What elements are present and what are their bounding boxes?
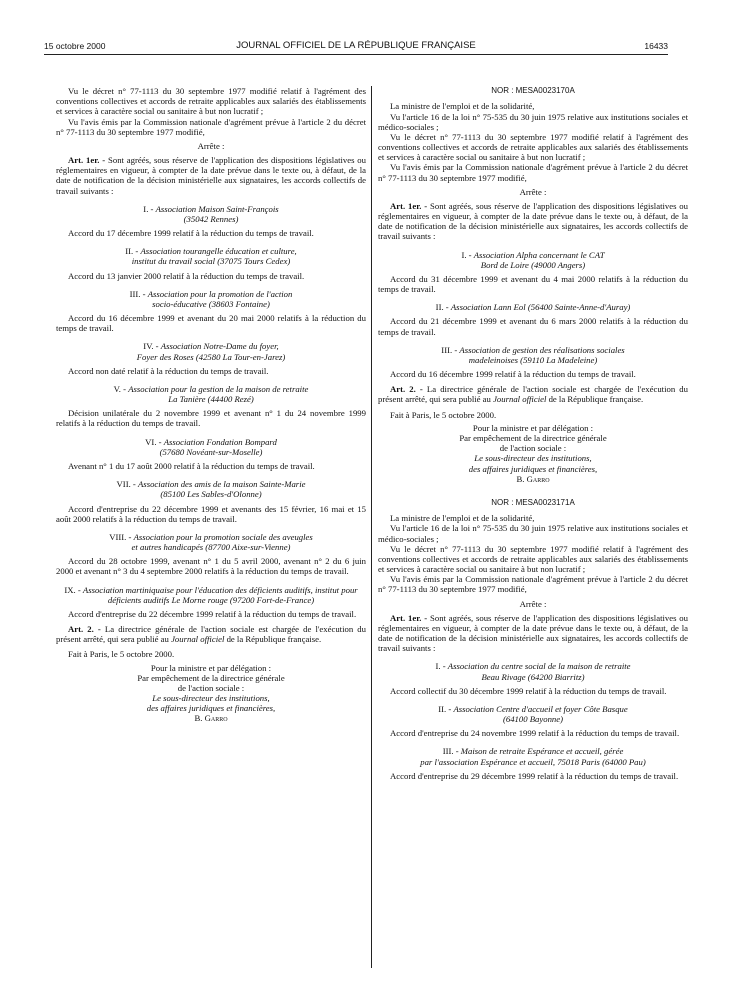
item-text: Accord du 16 décembre 1999 relatif à la réduction du temps de travail.: [390, 369, 636, 380]
article-2-text: La directrice générale de l'action sociale est chargée de l'exécution du présent arrêté, qui sera publié au: [378, 384, 688, 405]
intro-paragraph: La ministre de l'emploi et de la solidarité,: [390, 101, 535, 112]
intro-paragraph: Vu l'article 16 de la loi n° 75-535 du 30 juin 1975 relative aux institutions sociales et médico-sociales ;: [378, 111, 688, 132]
article-1-text: Sont agréés, sous réserve de l'application des dispositions législatives ou réglementaires en vigueur, à compter de la date prévue dans le texte ou, à défaut, de la date de notification de la décision ministérielle aux signataires, les accords collectifs de travail suivants :: [378, 612, 688, 654]
item-text: Accord non daté relatif à la réduction du temps de travail.: [68, 365, 269, 376]
article-1-label: Art. 1er. -: [390, 612, 428, 623]
item-heading: [56, 289, 366, 309]
header-date: 15 octobre 2000: [44, 41, 106, 51]
item-heading: [56, 437, 366, 457]
item-title: Association pour la gestion de la maison de retraite: [128, 383, 309, 394]
item-title: (85100 Les Sables-d'Olonne): [160, 489, 262, 500]
item-number: I. -: [435, 661, 448, 672]
signature-line: Par empêchement de la directrice générale: [137, 672, 285, 683]
item-number: IX. -: [64, 584, 83, 595]
item-text: Accord du 31 décembre 1999 et avenant du 4 mai 2000 relatifs à la réduction du temps de travail.: [378, 273, 688, 295]
arrete: Arrête :: [519, 598, 547, 609]
item-title: Maison de retraite Espérance et accueil, gérée: [460, 746, 624, 757]
item-number: III. -: [441, 344, 460, 355]
item-title: (57680 Novéant-sur-Moselle): [159, 446, 263, 457]
item-text: Accord du 16 décembre 1999 et avenant du 20 mai 2000 relatifs à la réduction du temps de travail.: [56, 313, 366, 334]
column-divider: [371, 86, 372, 968]
item-title: Bord de Loire (49000 Angers): [480, 259, 586, 270]
signatory-name: B. Garro: [194, 713, 228, 724]
intro-paragraph: Vu l'avis émis par la Commission nationale d'agrément prévue à l'article 2 du décret n° 77-1113 du 30 septembre 1977 modifié,: [378, 162, 688, 183]
signature-line: Par empêchement de la directrice générale: [459, 433, 607, 443]
article-2-text: de la République française.: [546, 394, 644, 405]
item-title: Association pour la promotion de l'action: [147, 288, 293, 299]
intro-paragraph: Vu le décret n° 77-1113 du 30 septembre 1977 modifié relatif à l'agrément des conventions collectives et accords de retraite applicables aux salariés des établissements et services à caractère social ou sanitaire à but non lucratif ;: [378, 543, 688, 575]
intro-paragraph: Vu le décret n° 77-1113 du 30 septembre 1977 modifié relatif à l'agrément des conventions collectives et accords de retraite applicables aux salariés des établissements et services à caractère social ou sanitaire à but non lucratif ;: [378, 131, 688, 163]
right-column: [378, 86, 688, 781]
journal-officiel: Journal officiel: [493, 394, 547, 405]
item-heading: [56, 532, 366, 552]
item-text: Accord d'entreprise du 22 décembre 1999 et avenants des 15 février, 16 mai et 15 août 2000 relatifs à la réduction du temps de travail.: [56, 503, 366, 524]
nor-reference: NOR : MESA0023171A: [491, 497, 575, 507]
item-title: Association tourangelle éducation et culture,: [140, 246, 297, 257]
item-heading: [56, 204, 366, 224]
item-title: par l'association Espérance et accueil, 75018 Paris (64000 Pau): [420, 756, 646, 767]
signature-line: Le sous-directeur des institutions,: [152, 693, 270, 704]
intro-paragraph: La ministre de l'emploi et de la solidarité,: [390, 513, 535, 524]
article-1: [378, 201, 688, 242]
decree-section: [378, 498, 688, 781]
item-title: Association Maison Saint-François: [155, 203, 279, 214]
item-number: III. -: [442, 746, 461, 757]
intro-paragraph: Vu l'avis émis par la Commission nationale d'agrément prévue à l'article 2 du décret n° 77-1113 du 30 septembre 1977 modifié,: [378, 574, 688, 595]
item-number: II. -: [435, 302, 451, 313]
item-title: (64100 Bayonne): [502, 714, 564, 725]
item-number: I. -: [461, 249, 474, 260]
item-title: et autres handicapés (87700 Aixe-sur-Vienne): [131, 542, 291, 553]
item-title: madeleinoises (59110 La Madeleine): [468, 354, 598, 365]
signature-line: Le sous-directeur des institutions,: [474, 453, 592, 464]
vu-paragraph: Vu le décret n° 77-1113 du 30 septembre 1977 modifié relatif à l'agrément des conventions collectives et accords de retraite applicables aux salariés des établissements et services à caractère social ou sanitaire à but non lucratif ;: [56, 86, 366, 117]
article-1-text: Sont agréés, sous réserve de l'application des dispositions législatives ou réglementaires en vigueur, à compter de la date prévue dans le texte ou, à défaut, de la date de notification de la décision ministérielle aux signataires, les accords collectifs de travail suivants :: [56, 155, 366, 196]
item-title: socio-éducative (38603 Fontaine): [152, 298, 270, 309]
item-title: institut du travail social (37075 Tours Cedex): [131, 256, 291, 267]
arrete: Arrête :: [197, 140, 225, 151]
item-heading: [56, 479, 366, 499]
item-title: La Tanière (44400 Rezé): [168, 394, 254, 405]
item-number: IV. -: [143, 341, 161, 352]
article-1-text: Sont agréés, sous réserve de l'application des dispositions législatives ou réglementaires en vigueur, à compter de la date prévue dans le texte ou, à défaut, de la date de notification de la décision ministérielle aux signataires, les accords collectifs de travail suivants :: [378, 200, 688, 242]
item-title: Foyer des Roses (42580 La Tour-en-Jarez): [136, 351, 286, 362]
item-title: Association Lann Eol (56400 Sainte-Anne-d'Auray): [450, 302, 631, 313]
article-2-label: Art. 2. -: [68, 624, 101, 635]
signatory-name: B. Garro: [516, 473, 550, 484]
left-column: [56, 86, 366, 724]
item-text: Accord du 28 octobre 1999, avenant n° 1 du 5 avril 2000, avenant n° 2 du 6 juin 2000 et avenant n° 3 du 4 septembre 2000 relatifs à la réduction du temps de travail.: [56, 556, 366, 577]
article-2-label: Art. 2. -: [390, 384, 423, 395]
item-heading: [378, 345, 688, 365]
item-title: Association du centre social de la maison de retraite: [447, 661, 631, 672]
item-title: Association de gestion des réalisations sociales: [459, 344, 625, 355]
item-title: Association des amis de la maison Sainte-Marie: [138, 479, 306, 490]
article-2-text: de la République française.: [224, 634, 322, 645]
vu-paragraph: Vu l'avis émis par la Commission nationale d'agrément prévue à l'article 2 du décret n° 77-1113 du 30 septembre 1977 modifié,: [56, 116, 366, 137]
item-title: Beau Rivage (64200 Biarritz): [481, 671, 585, 682]
item-number: II. -: [438, 703, 454, 714]
intro-paragraph: Vu l'article 16 de la loi n° 75-535 du 30 juin 1975 relative aux institutions sociales et médico-sociales ;: [378, 523, 688, 544]
journal-officiel: Journal officiel: [171, 634, 225, 645]
item-text: Accord collectif du 30 décembre 1999 relatif à la réduction du temps de travail.: [390, 685, 667, 696]
item-heading: [378, 302, 688, 312]
signature-line: de l'action sociale :: [499, 443, 567, 454]
item-text: Accord du 21 décembre 1999 et avenant du 6 mars 2000 relatifs à la réduction du temps de travail.: [378, 316, 688, 337]
item-number: I. -: [143, 203, 156, 214]
signature-date: Fait à Paris, le 5 octobre 2000.: [390, 409, 497, 420]
item-text: Accord d'entreprise du 22 décembre 1999 relatif à la réduction du temps de travail.: [68, 608, 357, 619]
item-heading: [56, 341, 366, 361]
item-heading: [378, 704, 688, 724]
header-title: JOURNAL OFFICIEL DE LA RÉPUBLIQUE FRANÇAISE: [236, 40, 476, 51]
article-1: [378, 613, 688, 654]
signature-line: Pour la ministre et par délégation :: [472, 422, 594, 433]
item-heading: [56, 585, 366, 605]
item-title: Association pour la promotion sociale des aveugles: [133, 531, 313, 542]
arrete: Arrête :: [519, 186, 547, 197]
nor-reference: NOR : MESA0023170A: [491, 86, 575, 95]
item-text: Accord du 13 janvier 2000 relatif à la réduction du temps de travail.: [68, 270, 305, 281]
item-number: II. -: [125, 246, 141, 257]
article-2-text: La directrice générale de l'action sociale est chargée de l'exécution du présent arrêté, qui sera publié au: [56, 624, 366, 645]
item-heading: [378, 250, 688, 270]
signature-line: des affaires juridiques et financières,: [146, 703, 276, 714]
item-text: Accord d'entreprise du 24 novembre 1999 relatif à la réduction du temps de travail.: [390, 728, 680, 739]
item-text: Avenant n° 1 du 17 août 2000 relatif à la réduction du temps de travail.: [68, 460, 315, 471]
item-number: VII. -: [116, 479, 138, 490]
decree-section: [378, 86, 688, 484]
signature-line: de l'action sociale :: [177, 682, 245, 693]
item-text: Accord du 17 décembre 1999 relatif à la réduction du temps de travail.: [68, 228, 314, 239]
article-1-label: Art. 1er. -: [390, 200, 428, 211]
header-page-number: 16433: [644, 41, 668, 51]
signature-line: des affaires juridiques et financières,: [468, 463, 598, 474]
item-title: Association Alpha concernant le CAT: [473, 249, 605, 260]
item-heading: [56, 384, 366, 404]
item-text: Accord d'entreprise du 29 décembre 1999 relatif à la réduction du temps de travail.: [390, 770, 679, 781]
article-1-label: Art. 1er. -: [68, 155, 106, 166]
article-1: [56, 155, 366, 196]
signature-block: [378, 423, 688, 484]
item-number: VI. -: [145, 436, 164, 447]
item-title: (35042 Rennes): [183, 213, 239, 224]
item-heading: [56, 246, 366, 266]
item-number: VIII. -: [109, 531, 134, 542]
item-heading: [378, 746, 688, 766]
item-heading: [378, 661, 688, 681]
signature-date: Fait à Paris, le 5 octobre 2000.: [68, 649, 175, 660]
page-header: [44, 40, 668, 55]
article-2: [378, 384, 688, 404]
item-title: Association Centre d'accueil et foyer Côte Basque: [453, 703, 628, 714]
item-number: III. -: [129, 288, 148, 299]
item-title: Association Notre-Dame du foyer,: [160, 341, 279, 352]
signature-line: Pour la ministre et par délégation :: [150, 662, 272, 673]
signature-block: [56, 663, 366, 724]
item-text: Décision unilatérale du 2 novembre 1999 et avenant n° 1 du 24 novembre 1999 relatifs à la réduction du temps de travail.: [56, 408, 366, 429]
item-number: V. -: [113, 383, 129, 394]
article-2: [56, 624, 366, 644]
item-title: Association Fondation Bompard: [163, 436, 277, 447]
item-title: Association martiniquaise pour l'éducation des déficients auditifs, institut pour déficients auditifs Le Morne rouge (97200 Fort-de-France): [82, 584, 358, 605]
